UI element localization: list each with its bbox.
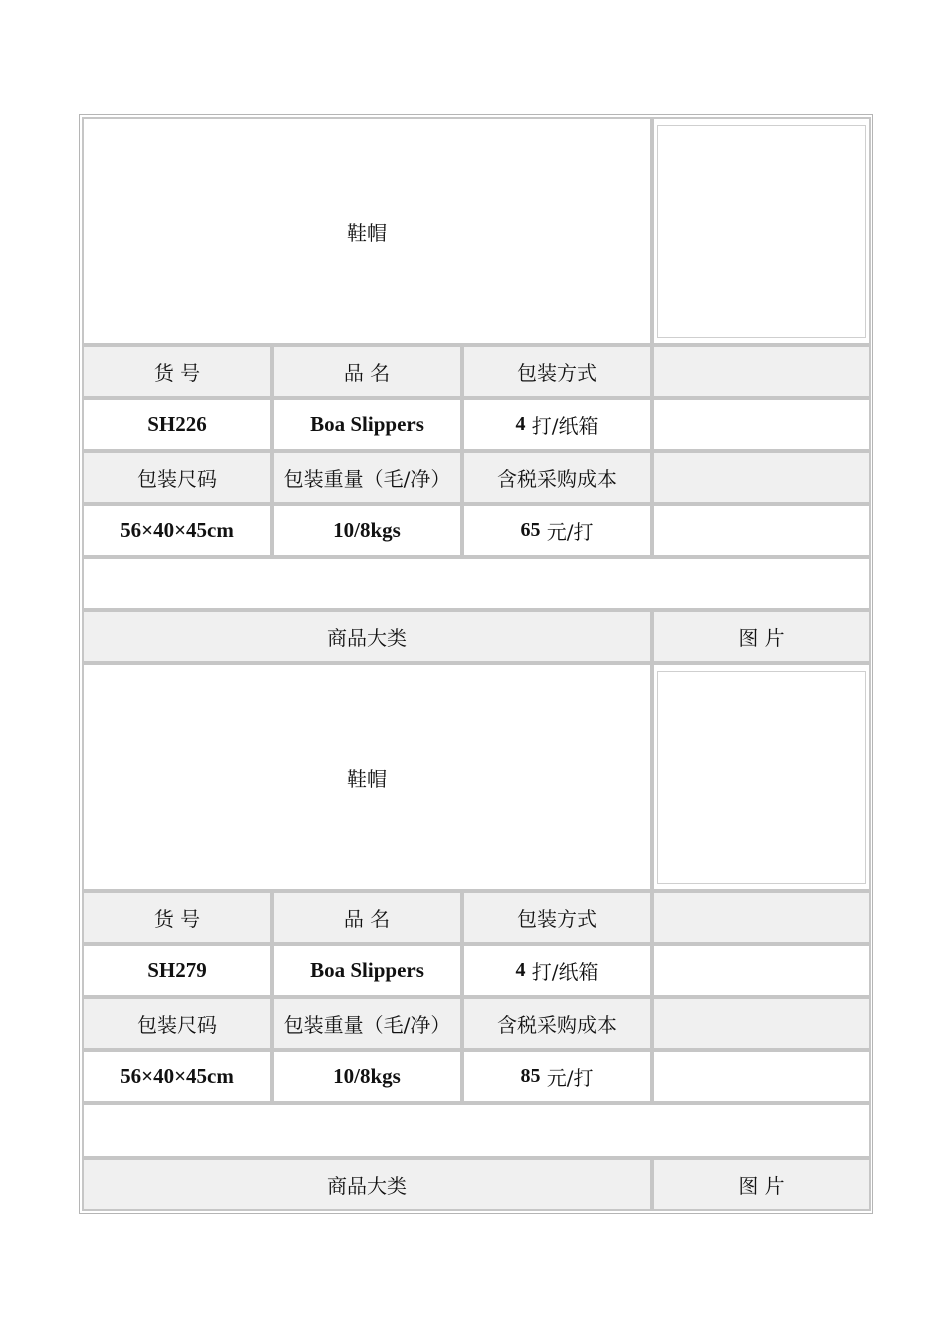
product-name-text: Boa Slippers xyxy=(310,412,424,436)
photo-header xyxy=(652,1158,871,1211)
empty-cell xyxy=(652,1050,871,1103)
packing-label-text: 包装方式 xyxy=(517,907,597,931)
category-cell xyxy=(82,117,652,345)
cost-value xyxy=(462,504,652,557)
cost-label-text: 含税采购成本 xyxy=(497,1013,617,1037)
empty-cell xyxy=(652,891,871,944)
carton-size-text: 56×40×45cm xyxy=(120,1064,234,1088)
category-value: 鞋帽 xyxy=(347,766,387,791)
weight-label-text: 包装重量（毛/净） xyxy=(283,467,451,491)
carton-size-value xyxy=(82,1050,272,1103)
item-no-label xyxy=(82,891,272,944)
item-no-label-text: 货 号 xyxy=(153,907,201,931)
empty-cell xyxy=(652,944,871,997)
carton-size-value xyxy=(82,504,272,557)
product-name-label xyxy=(272,891,462,944)
weight-label-text: 包装重量（毛/净） xyxy=(283,1013,451,1037)
packing-unit: 打/纸箱 xyxy=(531,960,599,984)
weight-text: 10/8kgs xyxy=(333,1064,401,1088)
packing-number: 4 xyxy=(515,959,526,981)
spacer-row xyxy=(82,1103,871,1158)
carton-size-label-text: 包装尺码 xyxy=(137,467,217,491)
packing-label-text: 包装方式 xyxy=(517,361,597,385)
product-name-label xyxy=(272,345,462,398)
packing-value xyxy=(462,398,652,451)
category-header-text: 商品大类 xyxy=(327,1174,407,1198)
packing-label xyxy=(462,891,652,944)
packing-number: 4 xyxy=(515,413,526,435)
empty-cell xyxy=(652,398,871,451)
cost-unit: 元/打 xyxy=(546,520,594,544)
item-no-value xyxy=(82,944,272,997)
category-cell xyxy=(82,663,652,891)
carton-size-label-text: 包装尺码 xyxy=(137,1013,217,1037)
category-header-text: 商品大类 xyxy=(327,626,407,650)
cost-label xyxy=(462,997,652,1050)
item-no-text: SH226 xyxy=(147,412,207,436)
weight-value xyxy=(272,1050,462,1103)
cost-label-text: 含税采购成本 xyxy=(497,467,617,491)
product-name-label-text: 品 名 xyxy=(343,361,391,385)
product-photo-placeholder xyxy=(657,671,866,884)
weight-label xyxy=(272,451,462,504)
product-name-label-text: 品 名 xyxy=(343,907,391,931)
carton-size-label xyxy=(82,451,272,504)
item-no-value xyxy=(82,398,272,451)
empty-cell xyxy=(652,504,871,557)
empty-cell xyxy=(652,997,871,1050)
product-name-value xyxy=(272,944,462,997)
carton-size-label xyxy=(82,997,272,1050)
product-photo-placeholder xyxy=(657,125,866,338)
cost-value xyxy=(462,1050,652,1103)
empty-cell xyxy=(652,451,871,504)
product-name-value xyxy=(272,398,462,451)
packing-unit: 打/纸箱 xyxy=(531,414,599,438)
photo-cell xyxy=(652,663,871,891)
weight-text: 10/8kgs xyxy=(333,518,401,542)
product-sheet xyxy=(79,114,873,1214)
packing-label xyxy=(462,345,652,398)
item-no-label xyxy=(82,345,272,398)
cost-number: 65 xyxy=(520,519,541,541)
weight-value xyxy=(272,504,462,557)
weight-label xyxy=(272,997,462,1050)
photo-header-text: 图 片 xyxy=(738,626,785,650)
photo-cell xyxy=(652,117,871,345)
product-name-text: Boa Slippers xyxy=(310,958,424,982)
packing-value xyxy=(462,944,652,997)
item-no-text: SH279 xyxy=(147,958,207,982)
photo-header xyxy=(652,610,871,663)
category-header xyxy=(82,1158,652,1211)
item-no-label-text: 货 号 xyxy=(153,361,201,385)
category-header xyxy=(82,610,652,663)
cost-unit: 元/打 xyxy=(546,1066,594,1090)
spacer-row xyxy=(82,557,871,610)
cost-number: 85 xyxy=(520,1065,541,1087)
cost-label xyxy=(462,451,652,504)
empty-cell xyxy=(652,345,871,398)
carton-size-text: 56×40×45cm xyxy=(120,518,234,542)
photo-header-text: 图 片 xyxy=(738,1174,785,1198)
category-value: 鞋帽 xyxy=(347,220,387,245)
